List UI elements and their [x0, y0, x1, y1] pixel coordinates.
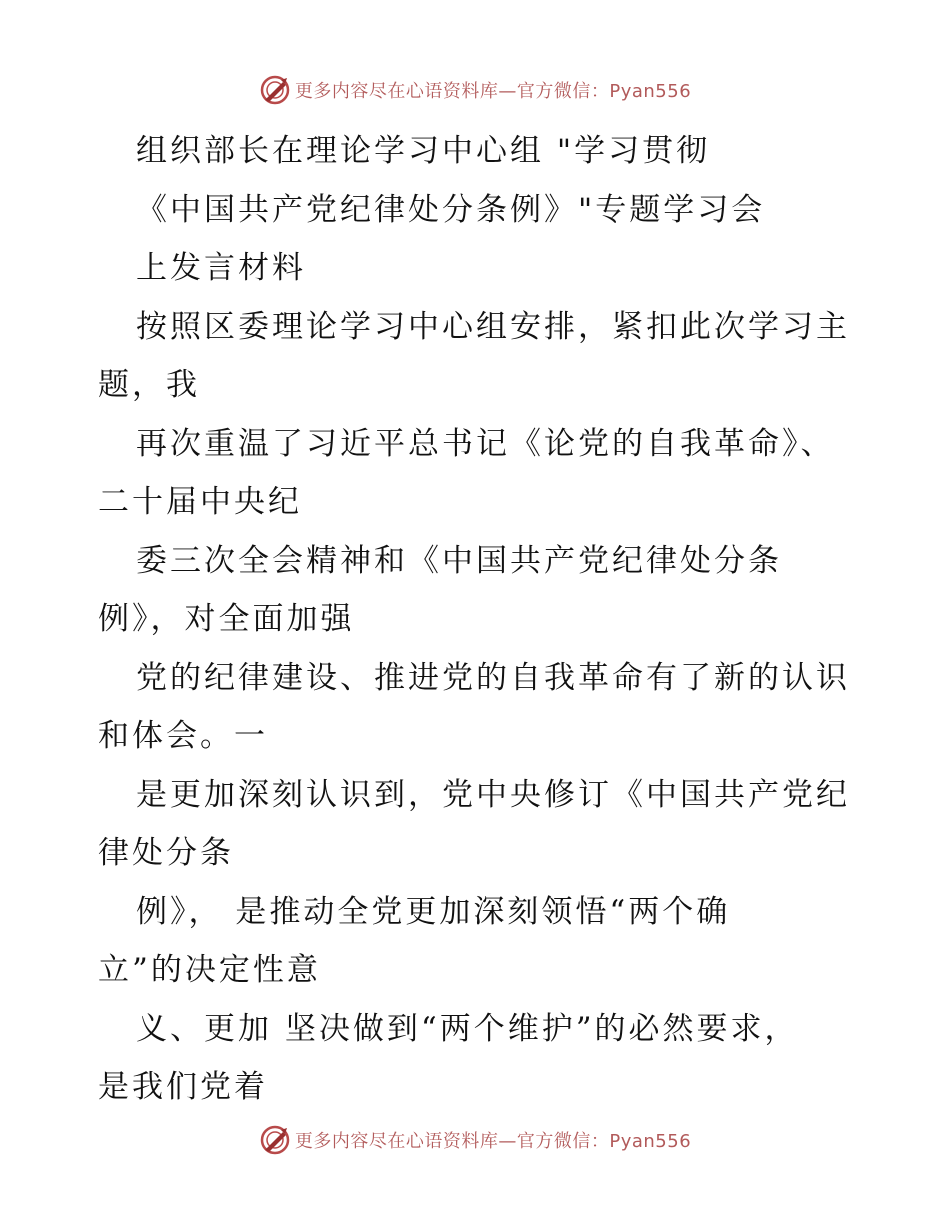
watermark-text: 更多内容尽在心语资料库—官方微信：Pyan556 — [294, 1131, 692, 1152]
text-line: 例》， 是推动全党更加深刻领悟“两个确 — [136, 893, 731, 930]
text-line: 按照区委理论学习中心组安排，紧扣此次学习主 — [136, 308, 850, 345]
text-line: 党的纪律建设、推进党的自我革命有了新的认识 — [136, 659, 850, 696]
text-line: 是我们党着 — [98, 1069, 268, 1105]
brand-logo-icon — [259, 74, 291, 106]
text-line: 二十届中央纪 — [98, 484, 302, 520]
document-body — [98, 122, 858, 1117]
text-line: 和体会。一 — [98, 718, 268, 754]
text-line: 委三次全会精神和《中国共产党纪律处分条 — [136, 542, 782, 579]
header-watermark-banner — [0, 70, 950, 110]
text-line: 义、更加 坚决做到“两个维护”的必然要求， — [136, 1010, 799, 1047]
text-line: 例》，对全面加强 — [98, 601, 355, 637]
text-line: 组织部长在理论学习中心组 "学习贯彻 — [136, 133, 711, 169]
text-line: 立”的决定性意 — [98, 952, 321, 988]
text-line: 上发言材料 — [136, 250, 306, 286]
text-line: 是更加深刻认识到，党中央修订《中国共产党纪 — [136, 776, 850, 813]
footer-watermark-banner — [0, 1120, 950, 1160]
text-line: 律处分条 — [98, 835, 234, 871]
text-line: 再次重温了习近平总书记《论党的自我革命》、 — [136, 425, 835, 462]
watermark-text: 更多内容尽在心语资料库—官方微信：Pyan556 — [294, 81, 692, 102]
text-line: 题，我 — [98, 367, 200, 403]
brand-logo-icon — [259, 1124, 291, 1156]
text-line: 《中国共产党纪律处分条例》"专题学习会 — [136, 191, 766, 228]
